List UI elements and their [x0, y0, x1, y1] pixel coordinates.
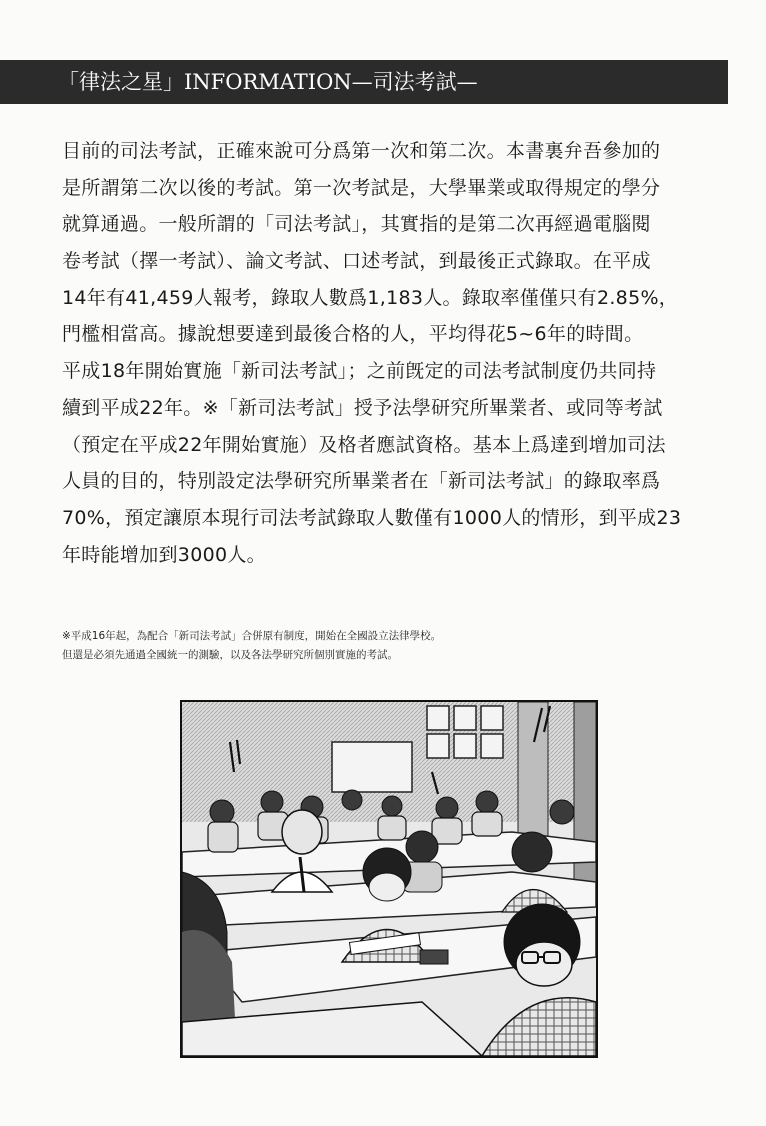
body-line: 14年有41,459人報考，錄取人數爲1,183人。錄取率僅僅只有2.85%，: [62, 286, 679, 309]
header-bar: [0, 60, 728, 104]
body-text: [62, 133, 730, 573]
exam-hall-illustration: [180, 700, 598, 1058]
exam-hall-manga-icon: [182, 702, 596, 1056]
body-line: 平成18年開始實施「新司法考試」；之前旣定的司法考試制度仍共同持: [62, 360, 657, 383]
body-line: 卷考試（擇一考試）、論文考試、口述考試，到最後正式錄取。在平成: [62, 250, 651, 273]
body-line: 是所謂第二次以後的考試。第一次考試是，大學畢業或取得規定的學分: [62, 176, 661, 199]
body-line: （預定在平成22年開始實施）及格者應試資格。基本上爲達到增加司法: [62, 433, 666, 456]
body-line: 70%，預定讓原本現行司法考試錄取人數僅有1000人的情形，到平成23: [62, 506, 682, 529]
footnote-line: ※平成16年起，為配合「新司法考試」合併原有制度，開始在全國設立法律學校。: [62, 630, 442, 642]
body-line: 目前的司法考試，正確來說可分爲第一次和第二次。本書裏弁吾參加的: [62, 140, 661, 162]
body-line: 門檻相當高。據說想要達到最後合格的人，平均得花5~6年的時間。: [62, 323, 644, 346]
body-line: 年時能增加到3000人。: [62, 543, 266, 566]
body-line: 人員的目的，特別設定法學研究所畢業者在「新司法考試」的錄取率爲: [62, 470, 661, 493]
footnote-line: 但還是必須先通過全國統一的測驗，以及各法學研究所個別實施的考試。: [62, 649, 398, 661]
body-line: 續到平成22年。※「新司法考試」授予法學研究所畢業者、或同等考試: [62, 396, 663, 419]
page-title: 「律法之星」INFORMATION—司法考試—: [58, 70, 478, 94]
body-line: 就算通過。一般所謂的「司法考試」，其實指的是第二次再經過電腦閱: [62, 213, 651, 236]
footnote: [62, 627, 722, 665]
